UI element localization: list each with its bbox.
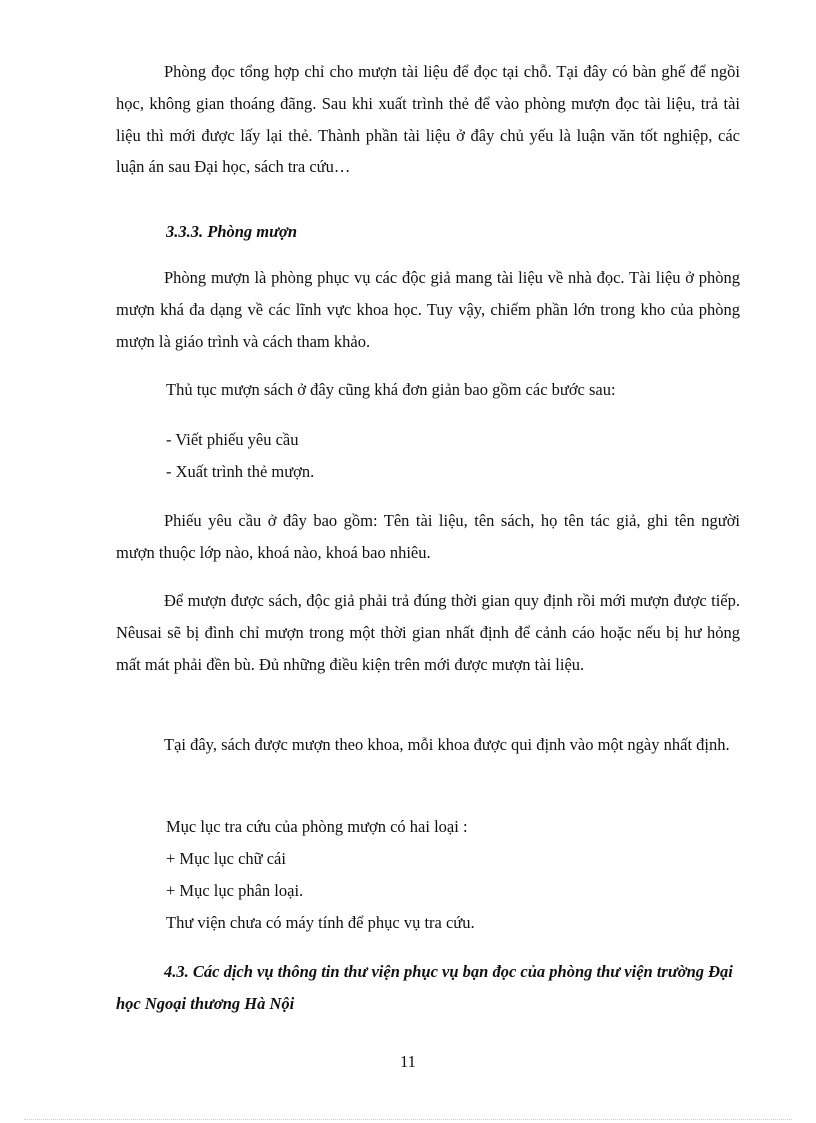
paragraph-reading-room: Phòng đọc tổng hợp chỉ cho mượn tài liệu để đọc tại chỗ. Tại đây có bàn ghế để ngồi học, không gian thoáng đãng. Sau khi xuất trình thẻ để vào phòng mượn đọc tài liệu, trả tài liệu thì mới được lấy lại thẻ. Thành phần tài liệu ở đây chủ yếu là luận văn tốt nghiệp, các luận án sau Đại học, sách tra cứu… (116, 62, 740, 177)
no-computer-note: Thư viện chưa có máy tính để phục vụ tra cứu. (166, 913, 475, 932)
page-bottom-divider (24, 1119, 792, 1120)
catalog-intro: Mục lục tra cứu của phòng mượn có hai loại : (166, 817, 468, 836)
procedure-intro: Thủ tục mượn sách ở đây cũng khá đơn giản bao gồm các bước sau: (166, 380, 616, 399)
catalog-item: + Mục lục phân loại. (166, 881, 304, 900)
section-heading-4-3: 4.3. Các dịch vụ thông tin thư viện phục vụ bạn đọc của phòng thư viện trường Đại học Ngoại thương Hà Nội (116, 962, 733, 1013)
paragraph-schedule: Tại đây, sách được mượn theo khoa, mỗi khoa được qui định vào một ngày nhất định. (164, 735, 730, 754)
procedure-step: - Viết phiếu yêu cầu (166, 430, 299, 449)
catalog-item: + Mục lục chữ cái (166, 849, 286, 868)
page-number: 11 (400, 1052, 416, 1071)
paragraph-lending-room: Phòng mượn là phòng phục vụ các độc giả mang tài liệu về nhà đọc. Tài liệu ở phòng mượn khá đa dạng về các lĩnh vực khoa học. Tuy vậy, chiếm phần lớn trong kho của phòng mượn là giáo trình và cách tham khảo. (116, 268, 740, 351)
paragraph-borrow-rules: Để mượn được sách, độc giả phải trả đúng thời gian quy định rồi mới mượn được tiếp. Nêusai sẽ bị đình chỉ mượn trong một thời gian nhất định để cảnh cáo hoặc nếu bị hư hỏng mất mát phải đền bù. Đủ những điều kiện trên mới được mượn tài liệu. (116, 591, 740, 674)
paragraph-request-slip: Phiếu yêu cầu ở đây bao gồm: Tên tài liệu, tên sách, họ tên tác giả, ghi tên người mượn thuộc lớp nào, khoá nào, khoá bao nhiêu. (116, 511, 740, 562)
section-heading-3-3-3: 3.3.3. Phòng mượn (166, 222, 298, 241)
procedure-step: - Xuất trình thẻ mượn. (166, 462, 315, 481)
